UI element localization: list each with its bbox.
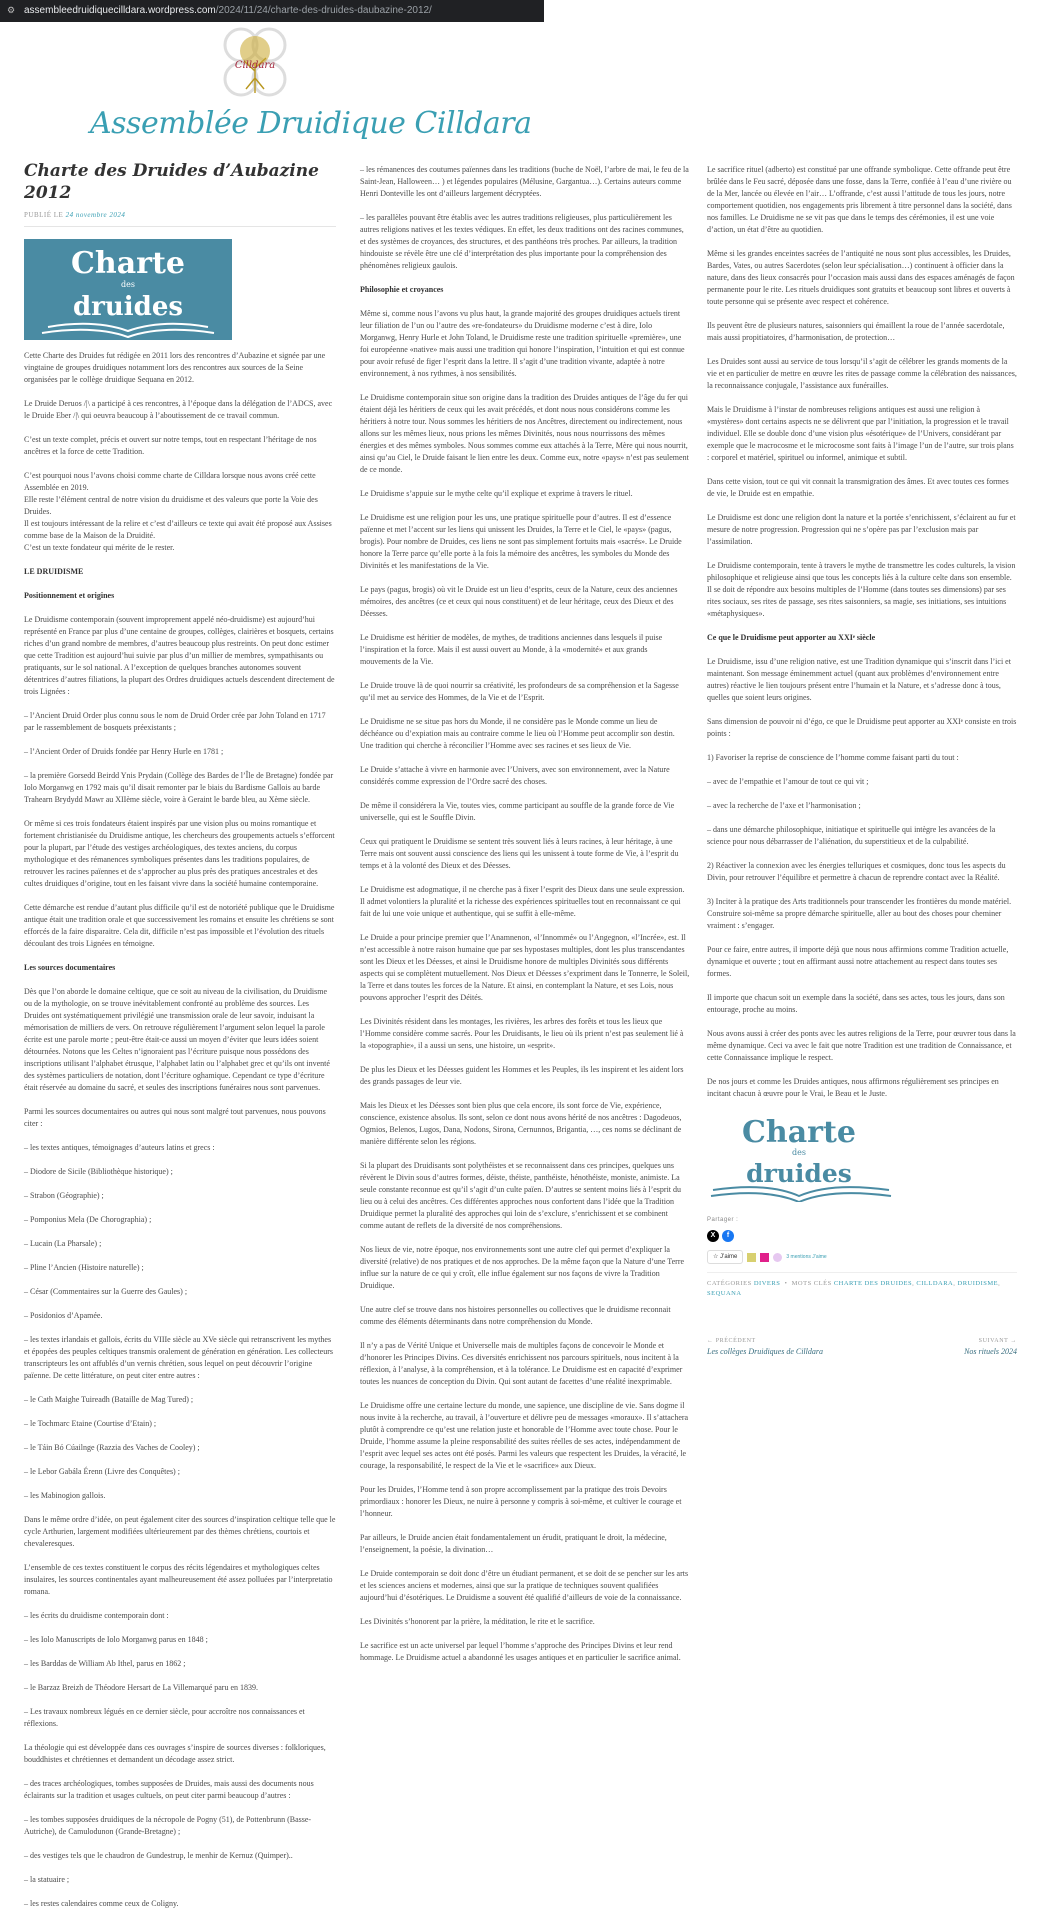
paragraph: Cette Charte des Druides fut rédigée en 2011 lors des rencontres d’Aubazine et signée par une vingtaine de groupes druidiques notamment lors des rencontres aux sources de la Seine organisées par le collège druidique Sequana en 2012. xyxy=(24,351,326,384)
article-column-middle xyxy=(360,164,690,1676)
tag-link[interactable]: CILLDARA xyxy=(916,1280,954,1287)
site-info-icon[interactable]: ⚙ xyxy=(7,5,16,15)
paragraph: Mais les Dieux et les Déesses sont bien plus que cela encore, ils sont force de Vie, expérience, conscience, existence absolus. Ils sont, selon ce dont nous avons hérité de nos ancêtres : Dagodeuos, Ogmios, Belenos, Lugos, Dana, Nodons, Sirona, Cernunnos, Brigantia, …, ces noms se déclinant de manière différente selon les régions. xyxy=(360,1101,682,1146)
paragraph: – les tombes supposées druidiques de la nécropole de Pogny (51), de Pottenbrunn (Basse-Autriche), de Camulodunon (Grande-Bretagne) ; xyxy=(24,1815,312,1836)
paragraph: – des vestiges tels que le chaudron de Gundestrup, le menhir de Kernuz (Quimper).. xyxy=(24,1851,293,1860)
previous-label: ← PRÉCÉDENT xyxy=(707,1338,756,1344)
post-taxonomy: CATÉGORIES DIVERS • MOTS CLÉS CHARTE DES DRUIDES, CILLDARA, DRUIDISME, SEQUANA xyxy=(707,1272,1017,1299)
paragraph: – les rémanences des coutumes païennes dans les traditions (buche de Noël, l’arbre de mai, le feu de la Saint-Jean, Halloween… ) et légendes populaires (Mélusine, Gargantua…). Certains auteurs comme Henri Donteville les ont d’ailleurs largement décryptées. xyxy=(360,165,689,198)
tags-label: MOTS CLÉS xyxy=(791,1280,832,1287)
paragraph: Le Druidisme offre une certaine lecture du monde, une sapience, une discipline de vie. Sans dogme il nous invite à la recherche, au travail, à l’ouverture et délivre peu de messages «moraux». Il s’attachera plutôt à comprendre ce qu’est une relation juste et honorable de l’Homme avec toute chose. Pour le Druide, l’homme assume la pleine responsabilité des suites réelles de ses actes, indépendamment de l’esprit avec lequel ses actes ont été posés. Parmi les valeurs que respectent les Druides, la véracité, le courage, la responsabilité, le respect de la Vie et le «sacrifice» aux Dieux. xyxy=(360,1401,689,1470)
paragraph: – Strabon (Géographie) ; xyxy=(24,1191,104,1200)
paragraph: Une autre clef se trouve dans nos histoires personnelles ou collectives que le druidisme reconnait comme des éléments déterminants dans notre compréhension du Monde. xyxy=(360,1305,671,1326)
paragraph: Pour les Druides, l’Homme tend à son propre accomplissement par la pratique des trois Devoirs primordiaux : honorer les Dieux, ne nuire à personne y compris à soi-même, et cultiver le courage et l’honneur. xyxy=(360,1485,682,1518)
paragraph: – Pomponius Mela (De Chorographia) ; xyxy=(24,1215,152,1224)
site-title[interactable]: Assemblée Druidique Cilldara xyxy=(90,106,532,141)
paragraph: Le Druide trouve là de quoi nourrir sa créativité, les profondeurs de sa compréhension et la Sagesse qu’il met au service des Hommes, de la Vie et de l’Esprit. xyxy=(360,681,679,702)
likes-row xyxy=(707,1250,1017,1264)
paragraph: Nos lieux de vie, notre époque, nos environnements sont une autre clef qui permet d’expliquer la diversité (relative) de nos pratiques et de nos approches. De la même façon que la Nature d’une Terre influe sur la nature de ce qui y croît, elle influe également sur nos façons de vivre la Tradition Druidique. xyxy=(360,1245,685,1290)
logo-text: Cilldara xyxy=(234,60,276,71)
paragraph: Le Druide s’attache à vivre en harmonie avec l’Univers, avec son environnement, avec la Nature considérés comme expression de l’Ordre sacré des choses. xyxy=(360,765,670,786)
paragraph: Le sacrifice rituel (adberto) est constitué par une offrande symbolique. Cette offrande peut être brûlée dans le Feu sacré, déposée dans une fosse, dans la Terre, confiée à l’eau d’une rivière ou de la Mer, lancée ou élevée en l’air… L’offrande, c’est aussi l’attitude de tous les jours, notre comportement quotidien, nos engagements pris librement à titre personnel dans la société, dans nos familles. Le Druidisme ne se vit pas que dans le temps des cérémonies, il est une voie d’action, un état d’être au quotidien. xyxy=(707,165,1012,234)
paragraph: Si la plupart des Druidisants sont polythéistes et se reconnaissent dans ces principes, quelques uns révèrent le Divin sous d’autres formes, déiste, théiste, panthéiste, hénothéiste, moniste, animiste. La seule constante reconnue est qu’il s’agit d’un culte païen. D’autres se sentent moins liés à l’esprit du lieu ou à celui des ancêtres. Ces différentes approches nous confortent dans l’idée que la Tradition Druidique permet la pluralité des approches qui loin de s’exclure, s’enrichissent et se combinent comme autant de reflets de la diversité de nos compréhensions. xyxy=(360,1161,682,1230)
banner-line2: druides xyxy=(72,292,184,322)
paragraph: Le Druidisme contemporain, tente à travers le mythe de transmettre les codes culturels, la vision philosophique et religieuse ainsi que tous les concepts liés à la culture celte dans son ensemble. Il se doit de répondre aux besoins multiples de l’Homme (dans toutes ses dimensions) par ses rites sociaux, ses rites de passage, ses rites saisonniers, sa magie, ses initiations, ses intuitions «métaphysiques». xyxy=(707,561,1016,618)
paragraph: – avec de l’empathie et l’amour de tout ce qui vit ; xyxy=(707,777,869,786)
url-domain: assembleedruidiquecilldara.wordpress.com xyxy=(24,5,216,16)
tag-link[interactable]: DRUIDISME xyxy=(957,1280,999,1287)
paragraph: Le Druide contemporain se doit donc d’être un étudiant permanent, et se doit de se pencher sur les arts et les sciences anciens et modernes, ainsi que sur la pratique de techniques souvent qualifiées aujourd’hui d’ésotériques. Le Druidisme a souvent été qualifié d’ailleurs de voie de la connaissance. xyxy=(360,1569,689,1602)
paragraph: – César (Commentaires sur la Guerre des Gaules) ; xyxy=(24,1287,188,1296)
paragraph: Le Druidisme, issu d’une religion native, est une Tradition dynamique qui s’inscrit dans l’ici et maintenant. Son message éminemment actuel (quant aux problèmes d’environnement entre autres) réactive le lien toujours présent entre l’humain et la Nature, et s’adresse donc à tous, quelles que soient leurs origines. xyxy=(707,657,1011,702)
next-label: SUIVANT → xyxy=(978,1338,1017,1344)
paragraph: – Pline l’Ancien (Histoire naturelle) ; xyxy=(24,1263,144,1272)
paragraph: Par ailleurs, le Druide ancien était fondamentalement un érudit, pratiquant le droit, la médecine, l’enseignement, la poésie, la divination… xyxy=(360,1533,667,1554)
section-heading: Ce que le Druidisme peut apporter au XXIᵉ siècle xyxy=(707,633,876,642)
address-bar[interactable] xyxy=(0,0,544,22)
paragraph: – Diodore de Sicile (Bibliothèque historique) ; xyxy=(24,1167,173,1176)
next-post-link[interactable] xyxy=(964,1337,1017,1358)
paragraph: – le Lebor Gabála Érenn (Livre des Conquêtes) ; xyxy=(24,1467,180,1476)
paragraph: – des traces archéologiques, tombes supposées de Druides, mais aussi des documents nous éclairants sur la tradition et usages cultuels, on peut citer parmi beaucoup d’autres : xyxy=(24,1779,314,1800)
paragraph: – les parallèles pouvant être établis avec les autres traditions religieuses, plus particulièrement les autres religions natives et les textes védiques. En effet, les deux traditions ont des racines communes, et des systèmes de croyances, des structures, et des panthéons très proches. Par ailleurs, la tradition hindouiste se révèle être une clé d’interprétation des plus importante pour la compréhension des phénomènes religieux gaulois. xyxy=(360,213,684,270)
paragraph: – l’Ancient Order of Druids fondée par Henry Hurle en 1781 ; xyxy=(24,747,224,756)
category-link[interactable]: DIVERS xyxy=(753,1280,781,1287)
logo2-line2: druides xyxy=(746,1159,852,1188)
paragraph: Les Druides sont aussi au service de tous lorsqu’il s’agit de célébrer les grands moments de la vie et en particulier de mettre en œuvre les rites de passage comme la célébration des naissances, la reconnaissance conjugale, l’assistance aux funérailles. xyxy=(707,357,1017,390)
paragraph: Dès que l’on aborde le domaine celtique, que ce soit au niveau de la civilisation, du Druidisme ou de la mythologie, on se trouve inévitablement confronté au problème des sources. Les Druides ont systématiquement privilégié une transmission orale de leur savoir, induisant la mémorisation de milliers de vers. On retrouve régulièrement l’argument selon lequel la parole écrite est une parole morte ; peut-être était-ce aussi un moyen d’éviter que leurs idées soient détournées. Notons que les Celtes n’ignoraient pas l’écriture puisque nous possédons des inscriptions utilisant l’alphabet étrusque, l’alphabet latin ou l’alphabet grec et qu’ils ont inventé des systèmes particuliers de notation, dont l’écriture oghamique. Cependant ce type d’écriture était réservée au domaine du sacré, et seules des inscriptions funéraires nous sont parvenues. xyxy=(24,987,330,1092)
paragraph: Cette démarche est rendue d’autant plus difficile qu’il est de notoriété publique que le Druidisme antique était une tradition orale et que successivement les romains et ensuite les chrétiens se sont efforcés de la faire disparaitre. Cela dit, difficile n’est pas impossible et l’évolution des rituels découlant des trois Lignées en témoigne. xyxy=(24,903,335,948)
paragraph: Le Druidisme est une religion pour les uns, une pratique spirituelle pour d’autres. Il est d’essence païenne et met l’accent sur les liens qui unissent les Druides, la Terre et le Ciel, le «pays» (pagus, brogis). Pour nombre de Druides, ces liens ne sont pas simplement fortuits mais «sacrés». Le Druide honore la Terre parce qu’elle porte à la fois la mémoire des ancêtres, les symboles du Monde des Divinités et les manifestations de la Vie. xyxy=(360,513,682,570)
paragraph: – Posidonios d’Apamée. xyxy=(24,1311,103,1320)
share-x-button[interactable]: X xyxy=(707,1230,719,1242)
categories-label: CATÉGORIES xyxy=(707,1280,752,1287)
paragraph: Le Druidisme est donc une religion dont la nature et la portée s’enrichissent, s’éclairent au fur et mesure de notre progression. Progression qui ne s’opère pas par l’exclusion mais par l’assimilation. xyxy=(707,513,1016,546)
paragraph: Le Druidisme contemporain (souvent improprement appelé néo-druidisme) est aujourd’hui représenté en France par plus d’une centaine de groupes, collèges, clairières et bosquets, certains riches d’un grand nombre de membres, d’autres beaucoup plus restreints. On peut donc estimer que cette Tradition est aujourd’hui suivie par plus d’un millier de membres, sympathisants ou pratiquants, sur le sol national. A l’exception de quelques branches autonomes souvent détentrices d’autres filiations, la plupart des Ordres druidiques actuels descendent directement de trois Lignées : xyxy=(24,615,335,696)
paragraph: – Lucain (La Pharsale) ; xyxy=(24,1239,102,1248)
paragraph: Les Divinités s’honorent par la prière, la méditation, le rite et le sacrifice. xyxy=(360,1617,595,1626)
paragraph: Le Druidisme est héritier de modèles, de mythes, de traditions anciennes dans lesquels il puise l’inspiration et la force. Mais il est aussi ouvert au Monde, à la «modernité» et aux grands mouvements de la Vie. xyxy=(360,633,663,666)
section-heading: Positionnement et origines xyxy=(24,591,115,600)
paragraph: Or même si ces trois fondateurs étaient inspirés par une vision plus ou moins romantique et fortement christianisée du Druidisme antique, les chercheurs des groupements actuels s’efforcent pour la plupart, par l’étude des vestiges archéologiques, des textes anciens, du corpus mythologique et des rémanences symboliques présentes dans les traditions populaires, de retrouver les racines païennes et de s’approcher au plus près des pratiques ancestrales et des cultes druidiques d’origine, tout en les faisant vivre dans la société humaine contemporaine. xyxy=(24,819,335,888)
liker-avatar[interactable] xyxy=(760,1253,769,1262)
banner-line1: Charte xyxy=(71,246,185,281)
paragraph: – le Barzaz Breizh de Théodore Hersart de La Villemarqué paru en 1839. xyxy=(24,1683,259,1692)
paragraph: – la première Gorsedd Beirdd Ynis Prydain (Collège des Bardes de l’Île de Bretagne) fondée par Iolo Morganwg en 1792 mais qu’il disait remonter par le biais du Bardisme Gallois au barde Trahearn Brydydd Mawr au XIIème siècle, voire à Geraint le barde bleu, au Xème siècle. xyxy=(24,771,334,804)
published-label: PUBLIÉ LE xyxy=(24,211,64,219)
article-column-left xyxy=(24,160,336,1922)
paragraph: De plus les Dieux et les Déesses guident les Hommes et les Peuples, ils les inspirent et les aident lors des grands passages de leur vie. xyxy=(360,1065,684,1086)
like-count[interactable]: 3 mentions J’aime xyxy=(786,1253,827,1260)
paragraph: – le Táin Bó Cúailnge (Razzia des Vaches de Cooley) ; xyxy=(24,1443,200,1452)
paragraph: – les Barddas de William Ab Ithel, parus en 1862 ; xyxy=(24,1659,186,1668)
paragraph: Dans le même ordre d’idée, on peut également citer des sources d’inspiration celtique telle que le cycle Arthurien, largement modifiées ultérieurement par des thèmes chrétiens, courtois et chevaleresques. xyxy=(24,1515,336,1548)
paragraph: Dans cette vision, tout ce qui vit connait la transmigration des âmes. Et avec toutes ces formes de vie, le Druide est en empathie. xyxy=(707,477,1009,498)
paragraph: Pour ce faire, entre autres, il importe déjà que nous nous affirmions comme Tradition actuelle, dynamique et ouverte ; tout en affirmant aussi notre attachement au respect dans toutes ses formes. xyxy=(707,945,1009,978)
paragraph: – le Tochmarc Etaine (Courtise d’Etain) ; xyxy=(24,1419,157,1428)
paragraph: C’est un texte complet, précis et ouvert sur notre temps, tout en respectant l’héritage de nos ancêtres et la force de cette Tradition. xyxy=(24,435,317,456)
paragraph: – le Cath Maighe Tuireadh (Bataille de Mag Tured) ; xyxy=(24,1395,194,1404)
share-buttons xyxy=(707,1230,1017,1242)
paragraph: Le Druide a pour principe premier que l’Anamnenon, «l’Innommé» ou l’Angegnon, «l’Incrée», est. Il n’est accessible à notre raison humaine que par ses hypostases multiples, dont les plus transcendantes sont les Dieux et les Déesses, et ainsi le Druidisme honore de multiples Divinités sous différents aspects qui se complètent mutuellement. Nos Dieux et Déesses s’expriment dans le Tonnerre, le Soleil, la Terre et dans toutes les forces de la Nature. Et ainsi, en contemplant la Nature, et ses Lois, nous pouvons approcher l’esprit des Déités. xyxy=(360,933,690,1002)
liker-avatar[interactable] xyxy=(747,1253,756,1262)
paragraph: Le Druidisme ne se situe pas hors du Monde, il ne considère pas le Monde comme un lieu de déchéance ou d’expiation mais au contraire comme le lieu où l’Homme peut accomplir son destin. Une tradition qui cherche à réconcilier l’Homme avec ses racines et ses lieux de Vie. xyxy=(360,717,675,750)
paragraph: Le Druidisme s’appuie sur le mythe celte qu’il explique et exprime à travers le rituel. xyxy=(360,489,633,498)
paragraph: Le Druide Deruos /|\ a participé à ces rencontres, à l’époque dans la délégation de l’ADCS, avec le Druide Eber /|\ qui oeuvra beaucoup à l’aboutissement de ce travail commun. xyxy=(24,399,333,420)
paragraph: Sans dimension de pouvoir ni d’égo, ce que le Druidisme peut apporter au XXIᵉ consiste en trois points : xyxy=(707,717,1017,738)
article-title: Charte des Druides d’Aubazine 2012 xyxy=(24,161,319,203)
paragraph: La théologie qui est développée dans ces ouvrages s’inspire de sources diverses : folkloriques, bouddhistes et chrétiennes et demandent un décodage assez strict. xyxy=(24,1743,326,1764)
paragraph: 1) Favoriser la reprise de conscience de l’homme comme faisant parti du tout : xyxy=(707,753,959,762)
tag-link[interactable]: CHARTE DES DRUIDES xyxy=(833,1280,913,1287)
paragraph: Ils peuvent être de plusieurs natures, saisonniers qui émaillent la roue de l’année sacerdotale, mais aussi propitiatoires, d’harmonisation, de protection… xyxy=(707,321,1005,342)
paragraph: Mais le Druidisme à l’instar de nombreuses religions antiques est aussi une religion à «mystères» dont certains aspects ne se délivrent que par l’initiation, la progression et le travail individuel. Elle se double donc d’une vision plus «ésotérique» de l’Univers, considérant par exemple que le macrocosme et le microcosme sont faits à l’image l’un de l’autre, sur trois plans : corporel et matériel, spirituel ou informel, animique et subtil. xyxy=(707,405,1014,462)
paragraph: 2) Réactiver la connexion avec les énergies telluriques et cosmiques, donc tous les aspects du Divin, pour retrouver l’équilibre et permettre à chacun de reprendre contact avec la Réalité. xyxy=(707,861,1006,882)
paragraph: – la statuaire ; xyxy=(24,1875,70,1884)
tag-link[interactable]: SEQUANA xyxy=(707,1290,742,1297)
paragraph: Il importe que chacun soit un exemple dans la société, dans ses actes, tous les jours, dans son entourage, proche au moins. xyxy=(707,993,1005,1014)
site-logo[interactable] xyxy=(216,23,294,101)
paragraph: L’ensemble de ces textes constituent le corpus des récits légendaires et mythologiques celtes insulaires, les sources continentales ayant malheureusement été assez polluées par l’interpretatio romana. xyxy=(24,1563,333,1596)
paragraph: 3) Inciter à la pratique des Arts traditionnels pour transcender les frontières du monde matériel. Construire soi-même sa propre démarche spirituelle, aller au bout des choses pour cheminer vraiment : s’engager. xyxy=(707,897,1012,930)
paragraph: – les écrits du druidisme contemporain dont : xyxy=(24,1611,169,1620)
paragraph: – Les travaux nombreux légués en ce dernier siècle, pour accroître nos connaissances et réflexions. xyxy=(24,1707,305,1728)
paragraph: – les restes calendaires comme ceux de Coligny. xyxy=(24,1899,179,1908)
share-label: Partager : xyxy=(707,1217,739,1223)
paragraph: – les Iolo Manuscripts de Iolo Morganwg parus en 1848 ; xyxy=(24,1635,208,1644)
like-button[interactable]: ☆ J’aime xyxy=(707,1250,743,1264)
paragraph: Le pays (pagus, brogis) où vit le Druide est un lieu d’esprits, ceux de la Nature, ceux des anciennes mémoires, des ancêtres (ce et ceux qui nous constituent) et de leur héritage, ceux des Dieux et des Déesses. xyxy=(360,585,678,618)
post-navigation xyxy=(707,1337,1017,1358)
logo2-line1: Charte xyxy=(742,1115,856,1150)
paragraph: Les Divinités résident dans les montages, les rivières, les arbres des forêts et tous les lieux que l’Homme considère comme sacrés. Pour les Druidisants, le lieu où ils prient n’est pas seulement lié à la «topographie», il a aussi un sens, une histoire, un «esprit». xyxy=(360,1017,684,1050)
share-facebook-button[interactable]: f xyxy=(722,1230,734,1242)
paragraph: Il n’y a pas de Vérité Unique et Universelle mais de multiples façons de concevoir le Monde et d’honorer les Principes Divins. Ces diversités enrichissent nos parcours spirituels, nous incitent à la réflexion, à l’analyse, à la compréhension, et à la tolérance. Le Druidisme est en capacité d’exprimer toutes les nuances de conception du Divin. Qui sont autant de facettes d’une réalité inexprimable. xyxy=(360,1341,683,1386)
paragraph: – les textes antiques, témoignages d’auteurs latins et grecs : xyxy=(24,1143,215,1152)
next-title[interactable]: Nos rituels 2024 xyxy=(964,1347,1017,1356)
charte-banner-image xyxy=(24,239,232,340)
section-heading: Philosophie et croyances xyxy=(360,285,444,294)
paragraph: – les Mabinogion gallois. xyxy=(24,1491,106,1500)
published-date[interactable]: 24 novembre 2024 xyxy=(65,211,126,219)
paragraph: – l’Ancient Druid Order plus connu sous le nom de Druid Order crée par John Toland en 1717 par le rassemblement de bosquets préexistants ; xyxy=(24,711,326,732)
section-heading: LE DRUIDISME xyxy=(24,567,84,576)
logo2-small: des xyxy=(792,1148,806,1157)
paragraph: C’est pourquoi nous l’avons choisi comme charte de Cilldara lorsque nous avons créé cette Assemblée en 2019. Elle reste l’élément central de notre vision du druidisme et des valeurs que porte la Voie des Druides. Il est toujours intéressant de la relire et c’est d’ailleurs ce texte qui avait été proposé aux Assises comme base de la Maison de la Druidité. C’est un texte fondateur qui mérite de le rester. xyxy=(24,471,332,552)
post-meta xyxy=(24,210,336,227)
paragraph: Le Druidisme est adogmatique, il ne cherche pas à fixer l’esprit des Dieux dans une seule expression. Il admet volontiers la pluralité et la richesse des expériences spirituelles tout en reconnaissant ce qui fait de lui une voie unique et authentique, qui se suffit à elle-même. xyxy=(360,885,685,918)
previous-post-link[interactable] xyxy=(707,1337,823,1358)
previous-title[interactable]: Les collèges Druidiques de Cilldara xyxy=(707,1347,823,1356)
paragraph: Même si, comme nous l’avons vu plus haut, la grande majorité des groupes druidiques actuels tirent leur filiation de l’un ou l’autre des «re-fondateurs» du Druidisme moderne c’est à dire, Iolo Morganwg, Henry Hurle et John Toland, le Druidisme reste une tradition spirituelle «première», une foi européenne «native» mais aussi une tradition qui honore l’inspiration, l’intuition et qui est connue pour avoir refusé de figer l’esprit dans la lettre. Il s’agit d’une tradition vivante, adaptée à notre environnement, à nos rythmes, à nos sensibilités. xyxy=(360,309,685,378)
paragraph: De nos jours et comme les Druides antiques, nous affirmons régulièrement ses principes en incitant chacun à œuvre pour le Vrai, le Beau et le Juste. xyxy=(707,1077,999,1098)
paragraph: – dans une démarche philosophique, initiatique et spirituelle qui intègre les avancées de la science pour nous débarrasser de l’aliénation, du superstitieux et de la culpabilité. xyxy=(707,825,996,846)
paragraph: – avec la recherche de l’axe et l’harmonisation ; xyxy=(707,801,861,810)
paragraph: Le sacrifice est un acte universel par lequel l’homme s’approche des Principes Divins et leur rend hommage. Le Druidisme actuel a abandonné les usages antiques et en particulier le sacrifice animal. xyxy=(360,1641,681,1662)
section-heading: Les sources documentaires xyxy=(24,963,116,972)
paragraph: Même si les grandes enceintes sacrées de l’antiquité ne nous sont plus accessibles, les Druides, Bardes, Vates, ou autres Sacerdotes (selon leur spécialisation…) continuent à officier dans la nature, dans des lieux consacrés pour l’occasion mais aussi dans des espaces aménagés de façon permanente pour le rite. Les rituels druidiques sont gratuits et beaucoup sont libres et ouverts à toute personne qui se présente avec respect et cohérence. xyxy=(707,249,1015,306)
article-column-right xyxy=(707,164,1017,1358)
paragraph: Parmi les sources documentaires ou autres qui nous sont malgré tout parvenues, nous pouvons citer : xyxy=(24,1107,326,1128)
paragraph: Ceux qui pratiquent le Druidisme se sentent très souvent liés à leurs racines, à leur héritage, à une Terre mais ont souvent aussi conscience des liens qui les unissent à toute forme de Vie, à l’esprit du temps et à la volonté des Dieux et des Déesses. xyxy=(360,837,679,870)
paragraph: De même il considérera la Vie, toutes vies, comme participant au souffle de la grande force de Vie universelle, qui est le Souffle Divin. xyxy=(360,801,675,822)
paragraph: Le Druidisme contemporain situe son origine dans la tradition des Druides antiques de l’âge du fer qui étaient déjà les héritiers de ceux qui les avait précédés, et dont nous nous considérons comme les héritiers à notre tour. Nous sommes les héritiers de nos Ancêtres, directement ou indirectement, nous allons sur les mêmes lieux, nous prions les mêmes Divinités, nous nous nourrissons des mêmes énergies et des mêmes symboles. Nous sommes comme eux attachés à la Terre, Mère qui nous nourrit, ainsi qu’au Ciel, le Druide faisant le lien entre les deux. Comme eux, notre «pays» n’est pas seulement de ce monde. xyxy=(360,393,689,474)
charte-logo-image xyxy=(707,1112,892,1202)
banner-small: des xyxy=(121,280,135,289)
liker-avatar[interactable] xyxy=(773,1253,782,1262)
url-path: /2024/11/24/charte-des-druides-daubazine-2012/ xyxy=(215,5,432,16)
paragraph: Nous avons aussi à créer des ponts avec les autres religions de la Terre, pour œuvrer tous dans la même dynamique. Ceci va avec le fait que notre Tradition est une tradition de Connaissance, et cette Connaissance implique le respect. xyxy=(707,1029,1016,1062)
paragraph: – les textes irlandais et gallois, écrits du VIIIe siècle au XVe siècle qui retranscrivent les mythes et épopées des peuples celtiques transmis oralement de génération en génération. Les collecteurs transcripteurs les ont affublés d’un vernis chrétien, sous lequel on peut découvrir l’origine païenne. De cette littérature, on peut citer entre autres : xyxy=(24,1335,333,1380)
